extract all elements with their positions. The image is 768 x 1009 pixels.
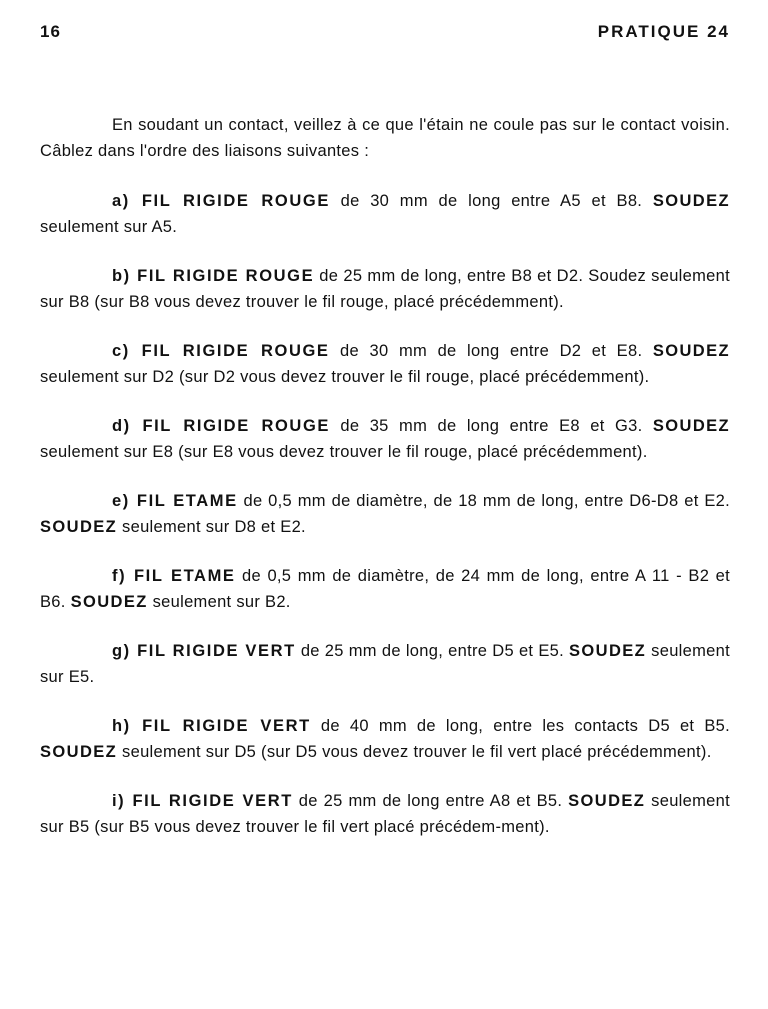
step-lead: d) FIL RIGIDE ROUGE [112,417,330,435]
step-keyword: SOUDEZ [40,743,118,761]
step-text: seulement sur D8 et E2. [117,518,306,536]
step-text: de 0,5 mm de diamètre, de 24 mm de long, entre A 11 - B2 et B6. [40,567,731,611]
step-keyword: SOUDEZ [569,642,647,660]
running-title: PRATIQUE 24 [597,22,730,41]
body-text [40,112,730,863]
step-lead: i) FIL RIGIDE VERT [112,792,293,810]
step-text: seulement sur A5. [40,218,178,236]
intro-paragraph: En soudant un contact, veillez à ce que l'étain ne coule pas sur le contact voisin. Câblez dans l'ordre des liaisons suivantes : [40,116,730,160]
step-lead: b) FIL RIGIDE ROUGE [112,267,315,285]
step-text: seulement sur B2. [147,593,291,611]
step-keyword: SOUDEZ [652,342,730,360]
step-lead: e) FIL ETAME [112,492,238,510]
step-a [40,188,730,240]
step-h [40,713,730,765]
step-f [40,563,730,615]
step-text: de 40 mm de long, entre les contacts D5 et B5. [310,717,731,735]
step-keyword: SOUDEZ [70,593,148,611]
step-d [40,413,730,465]
step-keyword: SOUDEZ [652,192,730,210]
step-e [40,488,730,540]
step-keyword: SOUDEZ [652,417,731,435]
step-text: de 35 mm de long entre E8 et G3. [330,417,653,435]
step-text: seulement sur D5 (sur D5 vous devez trouver le fil vert placé précédemment). [117,743,712,761]
step-text: de 0,5 mm de diamètre, de 18 mm de long, entre D6-D8 et E2. [237,492,730,510]
step-text: de 25 mm de long, entre B8 et D2. Soudez seulement sur B8 (sur B8 vous devez trouver le fil rouge, placé précédemment). [40,267,731,311]
step-lead: f) FIL ETAME [112,567,236,585]
step-c [40,338,730,390]
step-lead: g) FIL RIGIDE VERT [112,642,296,660]
step-text: seulement sur E8 (sur E8 vous devez trouver le fil rouge, placé précédemment). [40,443,648,461]
step-b [40,263,730,315]
step-lead: a) FIL RIGIDE ROUGE [112,192,330,210]
step-keyword: SOUDEZ [40,518,118,536]
step-text: seulement sur E5. [40,642,730,686]
step-text: seulement sur B5 (sur B5 vous devez trouver le fil vert placé précédem-ment). [40,792,730,836]
step-text: seulement sur D2 (sur D2 vous devez trouver le fil rouge, placé précédemment). [40,368,650,386]
step-text: de 25 mm de long entre A8 et B5. [292,792,569,810]
step-keyword: SOUDEZ [568,792,646,810]
step-lead: h) FIL RIGIDE VERT [112,717,311,735]
step-text: de 25 mm de long, entre D5 et E5. [295,642,569,660]
step-g [40,638,730,690]
step-i [40,788,730,840]
step-text: de 30 mm de long entre A5 et B8. [329,192,653,210]
step-lead: c) FIL RIGIDE ROUGE [112,342,330,360]
page-number: 16 [40,22,61,41]
step-text: de 30 mm de long entre D2 et E8. [329,342,653,360]
